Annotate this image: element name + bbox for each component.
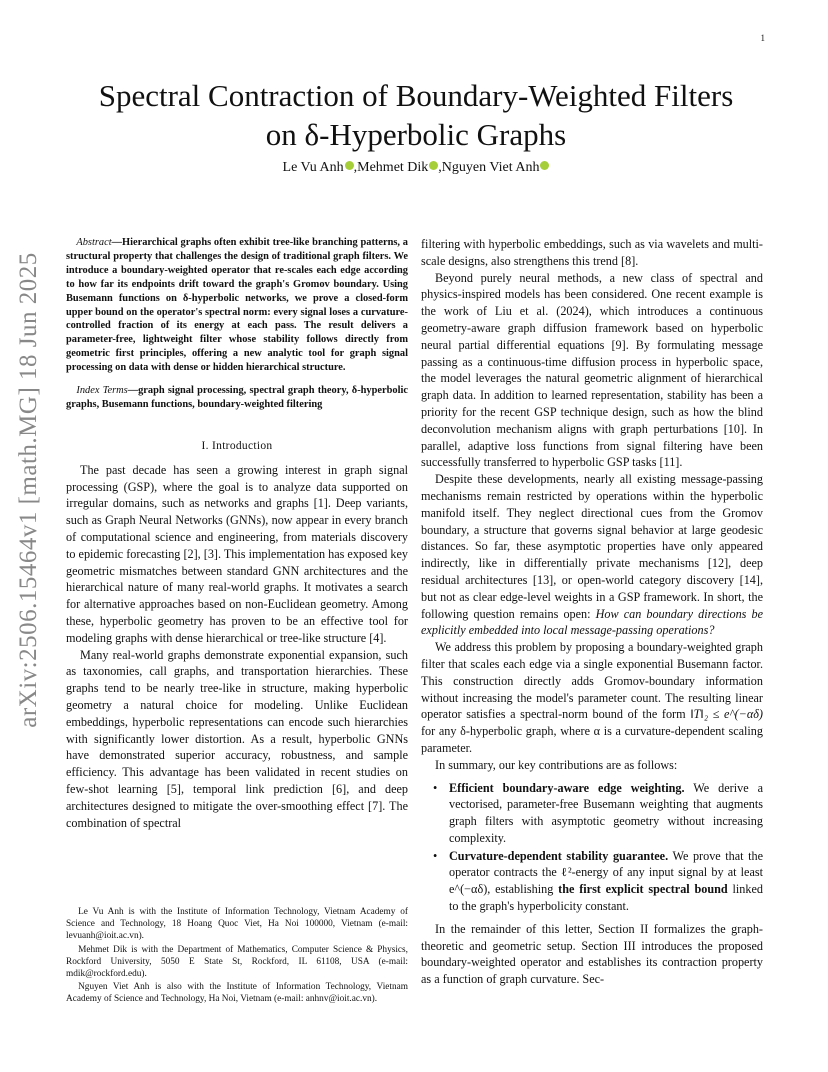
list-item <box>421 780 763 847</box>
arxiv-watermark <box>11 252 47 728</box>
left-column <box>66 236 408 831</box>
page-number: 1 <box>760 33 765 43</box>
bullet-icon: • <box>433 848 438 863</box>
research-question: How can boundary directions be explicitly embedded into local message-passing operations? <box>421 606 763 638</box>
contribution-title: Curvature-dependent stability guarantee. <box>449 848 669 863</box>
paper-title <box>60 76 772 154</box>
body-paragraph: In the remainder of this letter, Section II formalizes the graph-theoretic and geometric setup. Section III introduces the proposed boundary-weighted operator and establishes its contraction property as a function of graph curvature. Sec- <box>421 921 763 987</box>
abstract <box>66 236 408 375</box>
author-separator: , <box>438 160 442 175</box>
contribution-text: linked to the graph's hyperbolicity constant. <box>449 882 763 914</box>
contribution-text: We prove that the operator contracts the ℓ²-energy of any input signal by at least e^(−αδ), establishing <box>449 848 763 897</box>
arxiv-id: arXiv:2506.15464v1 [math.MG] 18 Jun 2025 <box>15 252 42 728</box>
bullet-icon: • <box>433 780 438 795</box>
author-name: Nguyen Viet Anh <box>441 160 540 175</box>
orcid-icon[interactable] <box>540 161 549 170</box>
body-paragraph: filtering with hyperbolic embeddings, such as via wavelets and multi-scale designs, also strengthens this trend [8]. <box>421 237 763 268</box>
right-column <box>421 236 763 988</box>
author-name: Mehmet Dik <box>357 160 429 175</box>
paragraph-text: We address this problem by proposing a boundary-weighted graph filter that scales each edge via a single exponential Busemann factor. This construction directly adds Gromov-boundary information without increasing the model's parameter count. The resulting linear operator satisfies a spectral-norm bound of the form <box>421 640 763 722</box>
body-paragraph: The past decade has seen a growing interest in graph signal processing (GSP), where the goal is to analyze data supported on irregular domains, such as networks and graphs [1]. Deep variants, such as Graph Neural Networks (GNNs), now appear in every branch of computational science and engineering, from materials discovery to epidemic forecasting [2], [3]. This implementation has exposed key geometric mismatches between standard GNN architectures and the hierarchical nature of many real-world graphs. It motivates a search for alternative approaches based on non-Euclidean geometry. Among these, hyperbolic geometry has proven to be an effective tool for modeling graphs with dense hierarchical or tree-like structure [4]. <box>66 462 408 645</box>
contribution-emphasis: the first explicit spectral bound <box>558 882 728 897</box>
inline-formula: ‖T‖₂ ≤ e^(−αδ) <box>690 707 763 722</box>
title-line-1: Spectral Contraction of Boundary-Weighted Filters <box>98 78 734 113</box>
orcid-icon[interactable] <box>429 161 438 170</box>
paragraph-text: Despite these developments, nearly all existing message-passing mechanisms remain restricted by operations within the hyperbolic manifold itself. They neglect directional cues from the Gromov boundary, a structure that governs signal behavior at large geodesic distances. So far, these asymptotic properties have only appeared indirectly, like in differentially private mechanisms [12], deep residual architectures [13], or open-world category discovery [14], but not as clear edge-level weights in a GSP framework. In short, the following question remains open: <box>421 472 763 621</box>
paragraph-text: for any δ-hyperbolic graph, where α is a curvature-dependent scaling parameter. <box>421 724 763 755</box>
body-paragraph: Beyond purely neural methods, a new class of spectral and physics-inspired models has been considered. One recent example is the work of Liu et al. (2024), which introduces a continuous geometry-aware graph diffusion framework based on hyperbolic neural partial differential equations [9]. By formulating message passing as a continuous-time diffusion process in hyperbolic space, the model leverages the natural geometric alignment of hierarchical graph data. In addition to learned representation, stability has been a priority for the recent GSP technique design, such as how the blind deconvolution mechanism aligns with graph perturbations [10]. In parallel, adaptive loss functions from signal filtering have been successfully transferred to hyperbolic GSP tasks [11]. <box>421 270 763 470</box>
contribution-list <box>421 780 763 915</box>
footnote: Mehmet Dik is with the Department of Mathematics, Computer Science & Physics, Rockford University, 5050 E State St, Rockford, IL 61108, USA (e-mail: mdik@rockford.edu). <box>66 944 408 980</box>
footnote: Le Vu Anh is with the Institute of Information Technology, Vietnam Academy of Science and Technology, 18 Hoang Quoc Viet, Ha Noi 100000, Vietnam (e-mail: levuanh@ioit.ac.vn). <box>66 907 408 942</box>
footnote: Nguyen Viet Anh is also with the Institute of Information Technology, Vietnam Academy of Science and Technology, Ha Noi, Vietnam (e-mail: anhnv@ioit.ac.vn). <box>66 982 408 1005</box>
author-list <box>60 160 772 176</box>
body-paragraph <box>421 639 763 757</box>
abstract-text: —Hierarchical graphs often exhibit tree-like branching patterns, a structural property that challenges the design of traditional graph filters. We introduce a boundary-weighted operator that re-scales each edge according to how far its endpoints drift toward the graph's Gromov boundary. Using Busemann functions on δ-hyperbolic networks, we prove a closed-form upper bound on the operator's spectral norm: every signal loses a curvature-controlled fraction of its energy at each pass. The result delivers a parameter-free, lightweight filter whose stability follows directly from geometric first principles, offering a new analytic tool for graph signal processing on data with dense or hidden hierarchical structure. <box>66 237 408 374</box>
body-paragraph: In summary, our key contributions are as follows: <box>435 757 678 772</box>
body-paragraph: Many real-world graphs demonstrate exponential expansion, such as taxonomies, call graphs, and transportation hierarchies. These graphs tend to be nearly tree-like in structure, making hyperbolic geometry a natural choice for modeling. Unlike Euclidean embeddings, hyperbolic representations can encode such hierarchies with significantly lower distortion. As a result, hyperbolic GNNs have demonstrated superior accuracy, robustness, and sample efficiency. This advantage has been validated in recent studies on few-shot learning [5], temporal link prediction [6], and deep architectures designed to mitigate the over-smoothing effect [7]. The combination of spectral <box>66 647 408 830</box>
body-paragraph <box>421 471 763 639</box>
title-line-2: on δ-Hyperbolic Graphs <box>265 117 567 152</box>
index-terms <box>66 384 408 412</box>
abstract-lead: Abstract <box>76 237 112 248</box>
orcid-icon[interactable] <box>345 161 354 170</box>
index-terms-lead: Index Terms <box>76 385 128 397</box>
author-name: Le Vu Anh <box>282 160 344 175</box>
contribution-text: We derive a vectorised, parameter-free Busemann weighting that augments graph filters with asymptotic geometry without increasing complexity. <box>449 780 763 845</box>
contribution-title: Efficient boundary-aware edge weighting. <box>449 780 685 795</box>
author-separator: , <box>353 160 358 175</box>
section-heading: I. Introduction <box>201 439 273 452</box>
index-terms-text: —graph signal processing, spectral graph theory, δ-hyperbolic graphs, Busemann functions, boundary-weighted filtering <box>66 385 408 410</box>
footnotes <box>66 906 408 1007</box>
list-item <box>421 848 763 915</box>
